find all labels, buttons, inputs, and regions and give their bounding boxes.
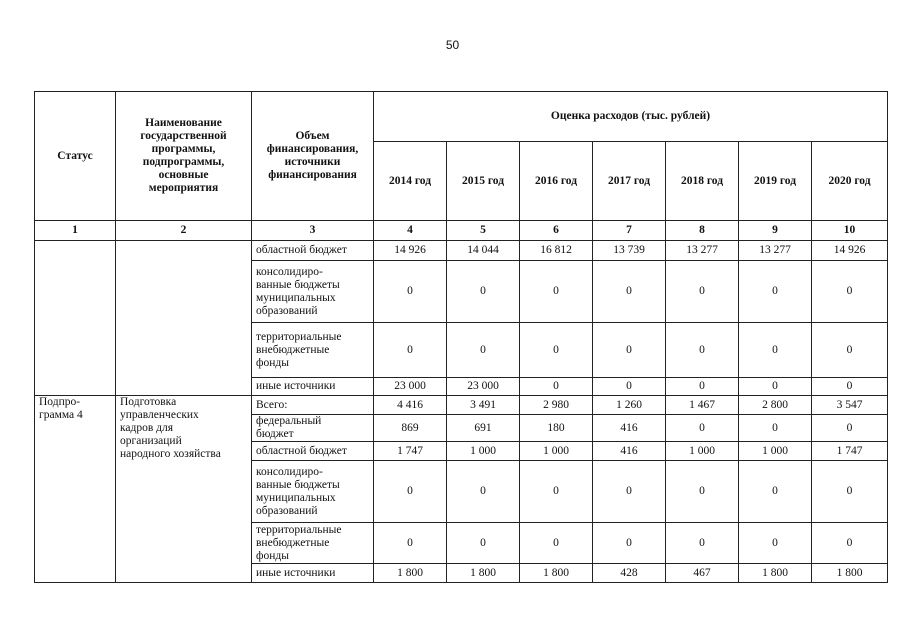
value-cell: 0 (520, 378, 593, 396)
value-cell: 1 467 (666, 396, 739, 415)
value-cell: 0 (520, 323, 593, 378)
column-number: 9 (739, 221, 812, 241)
value-cell: 0 (739, 378, 812, 396)
value-cell: 0 (374, 523, 447, 564)
value-cell: 1 000 (447, 442, 520, 461)
value-cell: 0 (374, 461, 447, 523)
header-year: 2019 год (739, 142, 812, 221)
value-cell: 1 800 (812, 564, 888, 583)
value-cell: 467 (666, 564, 739, 583)
value-cell: 2 800 (739, 396, 812, 415)
value-cell: 1 800 (739, 564, 812, 583)
value-cell: 1 000 (666, 442, 739, 461)
value-cell: 1 800 (447, 564, 520, 583)
value-cell: 0 (666, 461, 739, 523)
value-cell: 0 (447, 323, 520, 378)
value-cell: 0 (447, 523, 520, 564)
table-row (35, 241, 888, 261)
value-cell: 0 (739, 461, 812, 523)
column-number: 8 (666, 221, 739, 241)
funding-source-cell: областной бюджет (252, 442, 374, 461)
value-cell: 13 739 (593, 241, 666, 261)
value-cell: 4 416 (374, 396, 447, 415)
value-cell: 3 491 (447, 396, 520, 415)
status-cell (35, 241, 116, 396)
funding-source-cell: иные источники (252, 378, 374, 396)
value-cell: 14 926 (374, 241, 447, 261)
column-number: 10 (812, 221, 888, 241)
value-cell: 0 (520, 261, 593, 323)
column-number: 6 (520, 221, 593, 241)
header-funding-volume: Объем финансирования, источники финансирования (252, 92, 374, 221)
value-cell: 0 (593, 323, 666, 378)
funding-source-cell: территориальные внебюджетные фонды (252, 523, 374, 564)
value-cell: 2 980 (520, 396, 593, 415)
value-cell: 0 (447, 261, 520, 323)
value-cell: 14 926 (812, 241, 888, 261)
value-cell: 13 277 (739, 241, 812, 261)
value-cell: 0 (593, 523, 666, 564)
value-cell: 1 260 (593, 396, 666, 415)
value-cell: 0 (739, 261, 812, 323)
value-cell: 0 (666, 261, 739, 323)
column-number: 3 (252, 221, 374, 241)
table-body (35, 241, 888, 583)
value-cell: 0 (812, 415, 888, 442)
column-number: 4 (374, 221, 447, 241)
value-cell: 0 (812, 261, 888, 323)
header-status: Статус (35, 92, 116, 221)
value-cell: 869 (374, 415, 447, 442)
value-cell: 0 (666, 523, 739, 564)
header-year: 2015 год (447, 142, 520, 221)
value-cell: 0 (374, 323, 447, 378)
value-cell: 0 (812, 523, 888, 564)
value-cell: 0 (739, 323, 812, 378)
budget-table (34, 91, 888, 583)
value-cell: 1 800 (520, 564, 593, 583)
value-cell: 428 (593, 564, 666, 583)
table-row (35, 396, 888, 415)
value-cell: 0 (666, 323, 739, 378)
value-cell: 14 044 (447, 241, 520, 261)
value-cell: 0 (593, 261, 666, 323)
value-cell: 1 800 (374, 564, 447, 583)
funding-source-cell: территориальные внебюджетные фонды (252, 323, 374, 378)
header-year: 2016 год (520, 142, 593, 221)
header-program-name: Наименование государственной программы, подпрограммы, основные мероприятия (116, 92, 252, 221)
column-number: 2 (116, 221, 252, 241)
funding-source-cell: иные источники (252, 564, 374, 583)
value-cell: 416 (593, 415, 666, 442)
value-cell: 691 (447, 415, 520, 442)
value-cell: 0 (812, 378, 888, 396)
page-number: 50 (445, 38, 460, 52)
header-year: 2017 год (593, 142, 666, 221)
value-cell: 0 (812, 323, 888, 378)
value-cell: 0 (447, 461, 520, 523)
header-year: 2020 год (812, 142, 888, 221)
program-name-cell (116, 241, 252, 396)
value-cell: 0 (374, 261, 447, 323)
header-year: 2018 год (666, 142, 739, 221)
funding-source-cell: федеральный бюджет (252, 415, 374, 442)
status-cell: Подпро- грамма 4 (35, 396, 116, 583)
value-cell: 1 000 (520, 442, 593, 461)
value-cell: 0 (520, 523, 593, 564)
header-cost-estimate: Оценка расходов (тыс. рублей) (374, 92, 888, 142)
column-number: 5 (447, 221, 520, 241)
column-number: 7 (593, 221, 666, 241)
value-cell: 0 (666, 415, 739, 442)
value-cell: 416 (593, 442, 666, 461)
funding-source-cell: консолидиро- ванные бюджеты муниципальных образований (252, 261, 374, 323)
value-cell: 16 812 (520, 241, 593, 261)
value-cell: 0 (739, 415, 812, 442)
value-cell: 3 547 (812, 396, 888, 415)
value-cell: 0 (812, 461, 888, 523)
value-cell: 1 000 (739, 442, 812, 461)
funding-source-cell: консолидиро- ванные бюджеты муниципальных образований (252, 461, 374, 523)
value-cell: 1 747 (374, 442, 447, 461)
value-cell: 1 747 (812, 442, 888, 461)
value-cell: 0 (593, 378, 666, 396)
column-number: 1 (35, 221, 116, 241)
value-cell: 0 (520, 461, 593, 523)
value-cell: 23 000 (374, 378, 447, 396)
funding-source-cell: Всего: (252, 396, 374, 415)
value-cell: 13 277 (666, 241, 739, 261)
value-cell: 0 (739, 523, 812, 564)
program-name-cell: Подготовка управленческих кадров для организаций народного хозяйства (116, 396, 252, 583)
header-year: 2014 год (374, 142, 447, 221)
value-cell: 23 000 (447, 378, 520, 396)
value-cell: 0 (666, 378, 739, 396)
funding-source-cell: областной бюджет (252, 241, 374, 261)
value-cell: 0 (593, 461, 666, 523)
value-cell: 180 (520, 415, 593, 442)
